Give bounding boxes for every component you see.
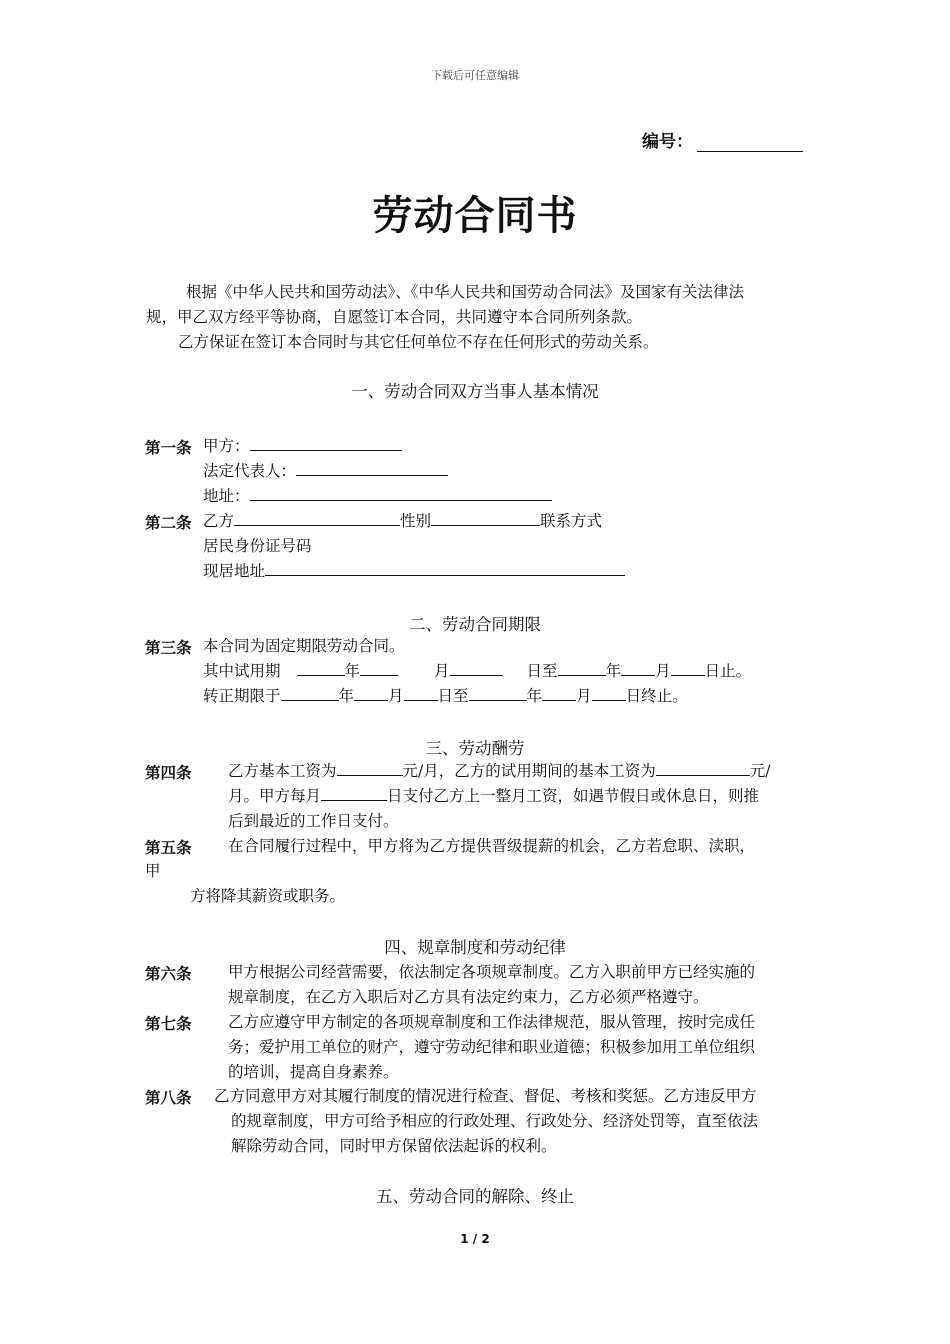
address-a-blank[interactable]: [250, 484, 552, 501]
article-7-line-3: 的培训，提高自身素养。: [228, 1063, 399, 1081]
article-6-line-1: 甲方根据公司经营需要，依法制定各项规章制度。乙方入职前甲方已经实施的: [228, 963, 756, 981]
article-4-label: 第四条: [145, 764, 192, 782]
probation-salary-blank[interactable]: [656, 759, 750, 776]
section-heading-1: 一、劳动合同双方当事人基本情况: [351, 382, 599, 401]
probation-end-month-blank[interactable]: [621, 659, 655, 676]
article-1-label: 第一条: [145, 439, 192, 457]
payday-rule: 日支付乙方上一整月工资，如遇节假日或休息日，则推: [387, 787, 760, 805]
probation-end-day-blank[interactable]: [671, 659, 705, 676]
current-address-field: [203, 559, 625, 584]
article-5-line-2: 甲: [145, 862, 161, 880]
article-4-line-1: [228, 759, 770, 784]
probation-start-year-blank[interactable]: [297, 659, 345, 676]
probation-start-day-blank[interactable]: [450, 659, 503, 676]
probation-label: 其中试用期: [203, 662, 281, 680]
article-6-label: 第六条: [145, 965, 192, 983]
party-a-field: [203, 434, 402, 459]
section-heading-3: 三、劳动酬劳: [425, 739, 525, 758]
regular-period-row: [203, 684, 688, 709]
section-heading-5: 五、劳动合同的解除、终止: [376, 1187, 574, 1206]
party-a-blank[interactable]: [250, 434, 402, 451]
salary-label: 乙方基本工资为: [228, 762, 337, 780]
current-address-blank[interactable]: [265, 559, 625, 576]
contract-number: [642, 127, 803, 152]
page-number: 1 / 2: [460, 1232, 490, 1246]
article-4-line-2: [228, 784, 759, 809]
contract-number-label: 编号：: [642, 132, 693, 152]
day-end-label: 日止。: [704, 662, 752, 680]
contract-number-blank[interactable]: [697, 133, 803, 152]
regular-end-month-blank[interactable]: [542, 684, 576, 701]
article-5-line-1: 在合同履行过程中，甲方将为乙方提供晋级提薪的机会，乙方若怠职、渎职，: [228, 837, 756, 855]
regular-start-year-blank[interactable]: [281, 684, 339, 701]
contact-label: 联系方式: [540, 512, 603, 530]
probation-end-year-blank[interactable]: [558, 659, 606, 676]
month-label: 月: [655, 662, 671, 680]
article-7-label: 第七条: [145, 1015, 192, 1033]
party-b-row: [203, 509, 602, 534]
article-3-line-1: 本合同为固定期限劳动合同。: [203, 637, 405, 655]
day-to-label: 日至: [526, 662, 558, 680]
article-4-line-3: 后到最近的工作日支付。: [228, 812, 399, 830]
unit-label: 元/: [749, 762, 771, 780]
year-label: 年: [338, 687, 355, 705]
article-5-line-3: 方将降其薪资或职务。: [190, 887, 346, 905]
article-7-line-1: 乙方应遵守甲方制定的各项规章制度和工作法律规范，服从管理，按时完成任: [228, 1013, 756, 1031]
month-label: 月: [388, 687, 404, 705]
probation-start-month-blank[interactable]: [360, 659, 398, 676]
intro-line-2: 规，甲乙双方经平等协商，自愿签订本合同，共同遵守本合同所列条款。: [146, 308, 643, 326]
party-a-label: 甲方：: [203, 437, 250, 455]
base-salary-blank[interactable]: [337, 759, 403, 776]
intro-line-3: 乙方保证在签订本合同时与其它任何单位不存在任何形式的劳动关系。: [178, 333, 659, 351]
article-2-label: 第二条: [145, 514, 192, 532]
article-8-label: 第八条: [145, 1089, 192, 1107]
article-8-line-1: 乙方同意甲方对其履行制度的情况进行检查、督促、考核和奖惩。乙方违反甲方: [214, 1087, 757, 1105]
day-to-label: 日至: [437, 687, 469, 705]
year-label: 年: [344, 662, 361, 680]
article-6-line-2: 规章制度，在乙方入职后对乙方具有法定约束力，乙方必须严格遵守。: [228, 988, 709, 1006]
header-note: 下载后可任意编辑: [431, 69, 519, 82]
party-b-blank[interactable]: [234, 509, 400, 526]
probation-period-row: [203, 659, 751, 684]
article-3-label: 第三条: [145, 639, 192, 657]
section-heading-4: 四、规章制度和劳动纪律: [384, 938, 566, 957]
legal-rep-label: 法定代表人：: [203, 462, 297, 480]
payday-label: 月。甲方每月: [228, 787, 322, 805]
probation-salary-label: 元/月，乙方的试用期间的基本工资为: [402, 762, 656, 780]
gender-blank[interactable]: [431, 509, 540, 526]
party-b-label: 乙方: [203, 512, 235, 530]
article-8-line-3: 解除劳动合同，同时甲方保留依法起诉的权利。: [231, 1137, 557, 1155]
regular-start-month-blank[interactable]: [354, 684, 388, 701]
regular-start-day-blank[interactable]: [404, 684, 438, 701]
month-label: 月: [434, 662, 450, 680]
current-address-label: 现居地址: [203, 562, 266, 580]
payday-blank[interactable]: [321, 784, 387, 801]
gender-label: 性别: [400, 512, 432, 530]
legal-rep-field: [203, 459, 448, 484]
page-title: 劳动合同书: [372, 192, 578, 239]
regular-end-day-blank[interactable]: [592, 684, 626, 701]
section-heading-2: 二、劳动合同期限: [409, 615, 541, 634]
article-8-line-2: 的规章制度，甲方可给予相应的行政处理、行政处分、经济处罚等，直至依法: [231, 1112, 759, 1130]
year-label: 年: [605, 662, 622, 680]
intro-line-1: 根据《中华人民共和国劳动法》、《中华人民共和国劳动合同法》及国家有关法律法: [186, 283, 745, 301]
address-a-field: [203, 484, 552, 509]
legal-rep-blank[interactable]: [296, 459, 448, 476]
article-7-line-2: 务；爱护用工单位的财产，遵守劳动纪律和职业道德；积极参加用工单位组织: [228, 1038, 756, 1056]
id-number-label: 居民身份证号码: [203, 537, 312, 555]
day-term-label: 日终止。: [625, 687, 688, 705]
year-label: 年: [526, 687, 543, 705]
address-a-label: 地址：: [203, 487, 250, 505]
month-label: 月: [576, 687, 592, 705]
article-5-label: 第五条: [145, 839, 192, 857]
regular-end-year-blank[interactable]: [469, 684, 527, 701]
regular-label: 转正期限于: [203, 687, 281, 705]
